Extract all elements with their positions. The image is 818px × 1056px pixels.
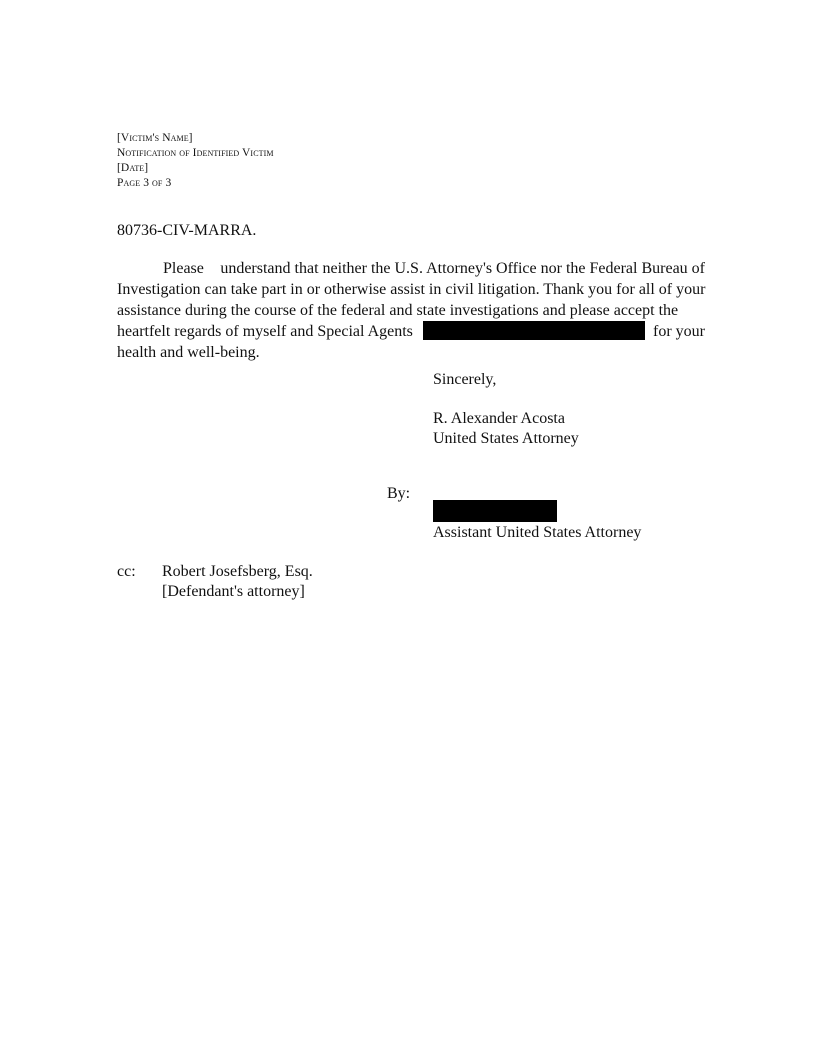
by-label: By: — [387, 485, 411, 502]
header-victim-name: [Victim's Name] — [117, 132, 193, 144]
cc-recipient-name: Robert Josefsberg, Esq. — [162, 563, 313, 580]
body-paragraph — [117, 258, 705, 363]
paragraph-line-4 — [117, 321, 705, 342]
paragraph-line-1-start: Please — [163, 260, 204, 277]
redaction-bar-signature — [433, 500, 557, 522]
header-notification: Notification of Identified Victim — [117, 147, 274, 159]
signer-name: R. Alexander Acosta — [433, 410, 565, 427]
assistant-attorney-title: Assistant United States Attorney — [433, 524, 642, 541]
closing-sincerely: Sincerely, — [433, 371, 497, 388]
paragraph-line-2: Investigation can take part in or otherwise assist in civil litigation. Thank you for all of your — [117, 281, 706, 298]
cc-recipient-role: [Defendant's attorney] — [162, 583, 305, 600]
paragraph-line-1-rest: understand that neither the U.S. Attorney's Office nor the Federal Bureau of — [220, 260, 705, 277]
signer-title: United States Attorney — [433, 430, 579, 447]
paragraph-line-4-after: for your — [653, 323, 705, 340]
header-page-number: Page 3 of 3 — [117, 177, 172, 189]
cc-label: cc: — [117, 563, 136, 580]
cc-recipients — [162, 562, 313, 602]
paragraph-line-3: assistance during the course of the federal and state investigations and please accept the — [117, 302, 679, 319]
paragraph-line-1 — [117, 258, 705, 279]
paragraph-line-5: health and well-being. — [117, 344, 260, 361]
header-date: [Date] — [117, 162, 149, 174]
letter-header — [117, 131, 274, 191]
paragraph-line-4-before: heartfelt regards of myself and Special Agents — [117, 323, 413, 340]
redaction-bar-agents — [423, 321, 645, 340]
case-number: 80736-CIV-MARRA. — [117, 222, 257, 239]
signature-block — [433, 409, 579, 449]
